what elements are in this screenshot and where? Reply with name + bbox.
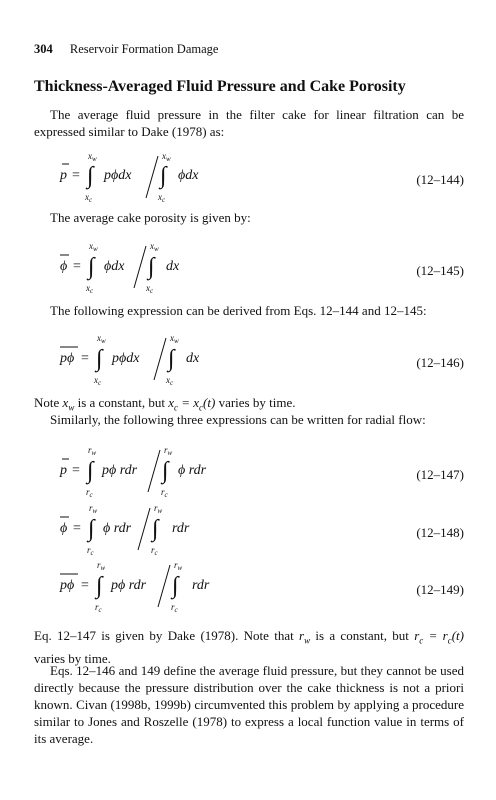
paragraph-radial-text: Similarly, the following three expressions can be written for radial flow: bbox=[50, 412, 426, 427]
svg-text:xc: $x_c$ bbox=[94, 375, 102, 387]
svg-text:=: = bbox=[72, 168, 80, 183]
running-header bbox=[34, 42, 218, 57]
section-title: Thickness-Averaged Fluid Pressure and Cake Porosity bbox=[34, 78, 406, 95]
svg-text:rc: $r_c$ bbox=[86, 487, 93, 499]
running-title: Reservoir Formation Damage bbox=[69, 42, 219, 56]
svg-text:=: = bbox=[81, 351, 89, 366]
eq144-upper-1: $x_w$ bbox=[88, 151, 97, 163]
eq149-lhs: pϕ bbox=[60, 578, 75, 593]
eq146-numerator: pϕdx bbox=[112, 351, 140, 366]
eq146-denominator: dx bbox=[186, 351, 200, 366]
equation-12-146 bbox=[54, 330, 464, 386]
svg-text:∫: ∫ bbox=[162, 458, 169, 484]
svg-text:rc: $r_c$ bbox=[161, 487, 168, 499]
equation-12-146-formula bbox=[54, 330, 314, 386]
eq144-integral-2: ∫ bbox=[160, 163, 167, 189]
svg-text:=: = bbox=[73, 259, 81, 274]
eq144-lower-1: $x_c$ bbox=[85, 192, 93, 204]
eq149-denominator: rdr bbox=[192, 578, 210, 593]
svg-text:xw: $x_w$ bbox=[170, 333, 179, 345]
svg-text:xc: $x_c$ bbox=[158, 192, 166, 204]
equation-number: (12–148) bbox=[416, 525, 464, 540]
eq145-numerator: ϕdx bbox=[104, 259, 125, 274]
equation-number: (12–144) bbox=[416, 172, 464, 187]
svg-text:∫: ∫ bbox=[87, 458, 94, 484]
svg-text:=: = bbox=[73, 521, 81, 536]
equation-12-148 bbox=[54, 500, 464, 556]
svg-text:=: = bbox=[72, 463, 80, 478]
svg-text:rc: $r_c$ bbox=[151, 545, 158, 557]
svg-text:rc: $r_c$ bbox=[87, 545, 94, 557]
equation-number: (12–149) bbox=[416, 582, 464, 597]
equation-12-145 bbox=[54, 238, 464, 294]
svg-text:rw: $r_w$ bbox=[164, 445, 173, 457]
eq144-numerator: pϕdx bbox=[104, 168, 132, 183]
eq148-lhs: ϕ bbox=[60, 521, 68, 536]
equation-12-147-formula bbox=[54, 442, 314, 498]
svg-text:rc: $r_c$ bbox=[95, 602, 102, 614]
eq146-lhs: pϕ bbox=[60, 351, 75, 366]
equation-number: (12–147) bbox=[416, 467, 464, 482]
svg-text:xw: $x_w$ bbox=[89, 241, 98, 253]
equation-12-147 bbox=[54, 442, 464, 498]
eq144-integral-1: ∫ bbox=[87, 163, 94, 189]
paragraph-radial bbox=[34, 411, 464, 428]
eq147-numerator: pϕ rdr bbox=[102, 463, 138, 478]
paragraph-closing-text: Eqs. 12–146 and 149 define the average fluid pressure, but they cannot be used directly because the pressure distribution over the cake thickness is not a priori known. Civan (1998b, 1999b) circumvented this problem by applying a procedure similar to Jones and Roszelle (1978) to express a local function value in terms of its average. bbox=[34, 663, 464, 746]
svg-text:∫: ∫ bbox=[96, 573, 103, 599]
paragraph-note-xw: Note $x_w$ is a constant, but $x_c = x_c(t)$ varies by time. bbox=[34, 395, 296, 413]
equation-12-144 bbox=[54, 148, 464, 204]
paragraph-derived bbox=[34, 302, 464, 319]
page-number: 304 bbox=[34, 42, 53, 56]
svg-text:∫: ∫ bbox=[172, 573, 179, 599]
svg-text:xw: $x_w$ bbox=[97, 333, 106, 345]
equation-number: (12–146) bbox=[416, 355, 464, 370]
svg-text:∫: ∫ bbox=[88, 516, 95, 542]
svg-text:xw: $x_w$ bbox=[162, 151, 171, 163]
paragraph-intro-text: The average fluid pressure in the filter cake for linear filtration can be expressed similar to Dake (1978) as: bbox=[34, 107, 464, 139]
paragraph-dake-note: Eq. 12–147 is given by Dake (1978). Note that $r_w$ is a constant, but $r_c = r_c(t)$ varies by time. bbox=[34, 628, 464, 666]
svg-text:∫: ∫ bbox=[148, 254, 155, 280]
eq149-numerator: pϕ rdr bbox=[111, 578, 147, 593]
svg-text:xw: $x_w$ bbox=[150, 241, 159, 253]
paragraph-intro bbox=[34, 106, 464, 140]
svg-text:rw: $r_w$ bbox=[88, 445, 97, 457]
equation-12-144-formula bbox=[54, 148, 314, 204]
svg-text:∫: ∫ bbox=[96, 346, 103, 372]
svg-text:rc: $r_c$ bbox=[171, 602, 178, 614]
equation-12-148-formula bbox=[54, 500, 314, 556]
eq148-denominator: rdr bbox=[172, 521, 190, 536]
paragraph-porosity bbox=[34, 209, 464, 226]
svg-text:∫: ∫ bbox=[152, 516, 159, 542]
paragraph-derived-text: The following expression can be derived from Eqs. 12–144 and 12–145: bbox=[50, 303, 427, 318]
equation-12-149 bbox=[54, 557, 464, 613]
svg-text:=: = bbox=[81, 578, 89, 593]
svg-text:xc: $x_c$ bbox=[86, 283, 94, 295]
equation-12-149-formula bbox=[54, 557, 314, 613]
equation-12-145-formula bbox=[54, 238, 314, 294]
svg-text:rw: $r_w$ bbox=[154, 503, 163, 515]
eq145-lhs: ϕ bbox=[60, 259, 68, 274]
eq144-denominator: ϕdx bbox=[178, 168, 199, 183]
svg-text:rw: $r_w$ bbox=[97, 560, 106, 572]
eq147-denominator: ϕ rdr bbox=[178, 463, 207, 478]
svg-text:xc: $x_c$ bbox=[146, 283, 154, 295]
paragraph-porosity-text: The average cake porosity is given by: bbox=[50, 210, 251, 225]
equation-number: (12–145) bbox=[416, 263, 464, 278]
eq145-denominator: dx bbox=[166, 259, 180, 274]
svg-text:rw: $r_w$ bbox=[89, 503, 98, 515]
svg-text:rw: $r_w$ bbox=[174, 560, 183, 572]
svg-text:∫: ∫ bbox=[88, 254, 95, 280]
svg-text:∫: ∫ bbox=[168, 346, 175, 372]
eq148-numerator: ϕ rdr bbox=[103, 521, 132, 536]
eq144-lhs: p bbox=[60, 168, 67, 183]
eq147-lhs: p bbox=[60, 463, 67, 478]
paragraph-closing bbox=[34, 662, 464, 747]
svg-text:xc: $x_c$ bbox=[166, 375, 174, 387]
